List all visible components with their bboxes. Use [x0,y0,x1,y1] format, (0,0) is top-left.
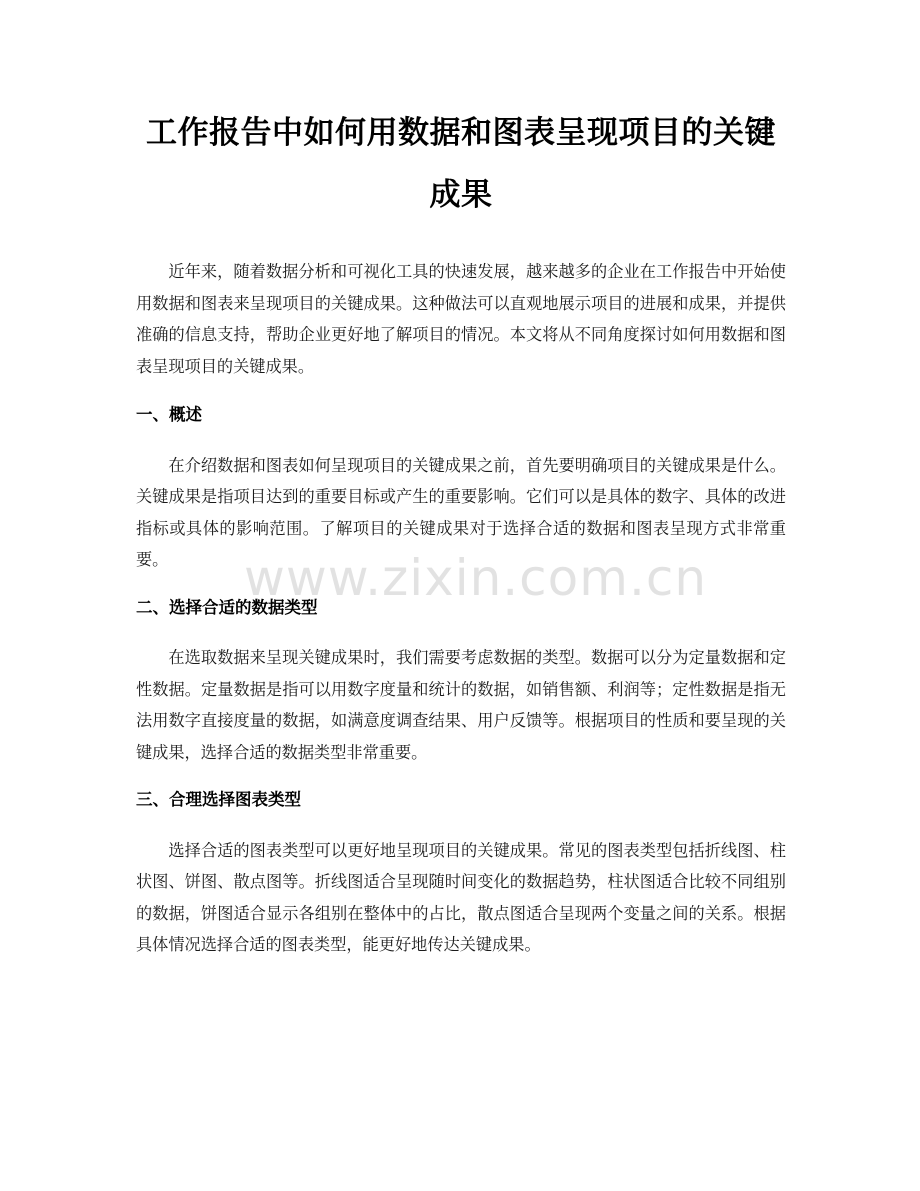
section-body-data-types: 在选取数据来呈现关键成果时，我们需要考虑数据的类型。数据可以分为定量数据和定性数据。定量数据是指可以用数字度量和统计的数据，如销售额、利润等；定性数据是指无法用数字直接度量的数据，如满意度调查结果、用户反馈等。根据项目的性质和要呈现的关键成果，选择合适的数据类型非常重要。 [136,648,786,762]
section-heading-data-types: 二、选择合适的数据类型 [136,597,318,617]
document-title: 工作报告中如何用数据和图表呈现项目的关键成果 [146,115,776,213]
watermark: www.zixin.com.cn [244,549,708,607]
section-body-chart-types: 选择合适的图表类型可以更好地呈现项目的关键成果。常见的图表类型包括折线图、柱状图、饼图、散点图等。折线图适合呈现随时间变化的数据趋势，柱状图适合比较不同组别的数据，饼图适合显示各组别在整体中的占比，散点图适合呈现两个变量之间的关系。根据具体情况选择合适的图表类型，能更好地传达关键成果。 [136,840,786,954]
intro-paragraph: 近年来，随着数据分析和可视化工具的快速发展，越来越多的企业在工作报告中开始使用数据和图表来呈现项目的关键成果。这种做法可以直观地展示项目的进展和成果，并提供准确的信息支持，帮助企业更好地了解项目的情况。本文将从不同角度探讨如何用数据和图表呈现项目的关键成果。 [136,262,786,376]
section-heading-chart-types: 三、合理选择图表类型 [136,790,301,809]
section-heading-overview: 一、概述 [136,405,202,424]
section-body-overview: 在介绍数据和图表如何呈现项目的关键成果之前，首先要明确项目的关键成果是什么。关键成果是指项目达到的重要目标或产生的重要影响。它们可以是具体的数字、具体的改进指标或具体的影响范围。了解项目的关键成果对于选择合适的数据和图表呈现方式非常重要。 [136,455,786,569]
